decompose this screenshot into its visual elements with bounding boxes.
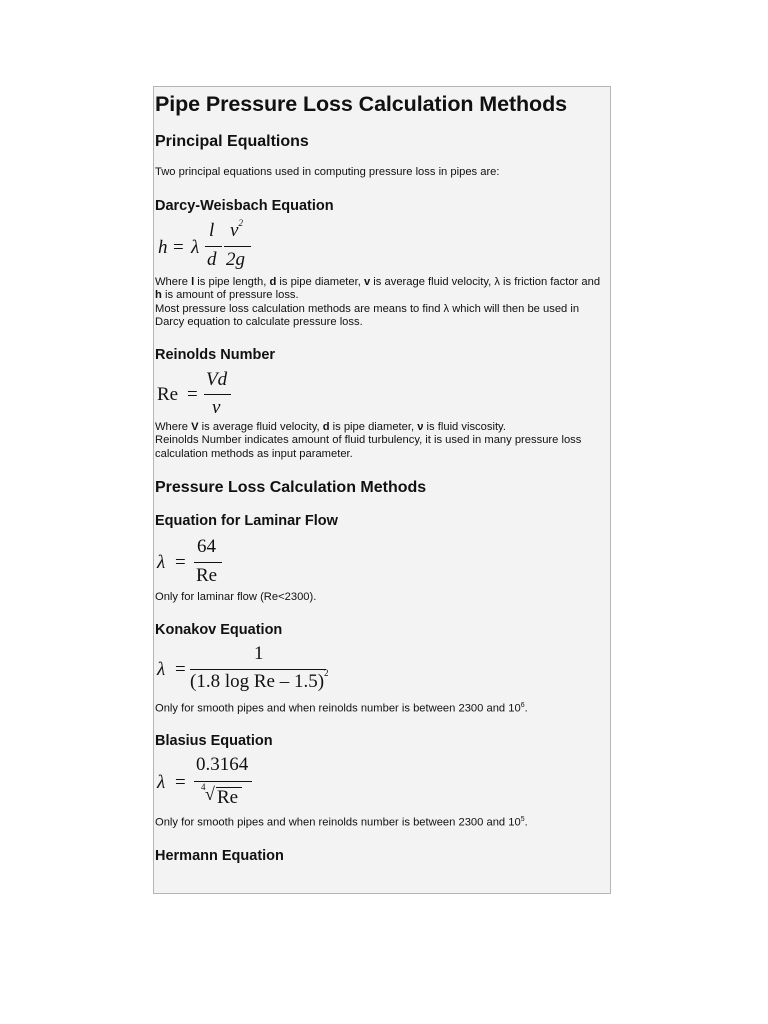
heading-laminar-flow: Equation for Laminar Flow bbox=[155, 513, 338, 529]
reinolds-formula bbox=[156, 368, 607, 421]
reinolds-description-2: Reinolds Number indicates amount of fluid turbulency, it is used in many pressure loss calculation methods as input parameter. bbox=[155, 434, 582, 460]
blasius-note: Only for smooth pipes and when reinolds number is between 2300 and $10^5$. bbox=[155, 815, 528, 829]
formula-lhs: λ bbox=[157, 552, 166, 573]
formula-equals: = bbox=[175, 771, 186, 793]
fraction-bar bbox=[190, 669, 326, 670]
fraction-denominator: Re bbox=[217, 786, 239, 808]
fraction-bar bbox=[204, 394, 231, 395]
fraction-denominator: Re bbox=[196, 565, 218, 586]
formula-equals: = bbox=[187, 383, 198, 405]
principal-intro: Two principal equations used in computing pressure loss in pipes are: bbox=[155, 166, 500, 178]
formula-lhs: Re bbox=[157, 383, 179, 405]
laminar-formula bbox=[156, 536, 607, 591]
section-heading-principal: Principal Equaltions bbox=[155, 133, 309, 150]
fraction-numerator: $v^2$ bbox=[230, 218, 243, 241]
fraction-denominator: d bbox=[207, 248, 217, 270]
darcy-weisbach-formula bbox=[156, 218, 607, 276]
fraction-denominator: (1.8 log Re – 1.5)$^2$ bbox=[190, 668, 329, 692]
page-title: Pipe Pressure Loss Calculation Methods bbox=[155, 92, 567, 116]
heading-blasius: Blasius Equation bbox=[155, 732, 273, 749]
fraction-numerator: l bbox=[209, 219, 215, 241]
darcy-description-2: Most pressure loss calculation methods are means to find λ which will then be used in Darcy equation to calculate pressure loss. bbox=[155, 302, 580, 328]
fraction-denominator: 2g bbox=[226, 248, 245, 270]
heading-darcy-weisbach: Darcy-Weisbach Equation bbox=[155, 197, 334, 214]
fraction-bar bbox=[224, 246, 251, 247]
heading-reinolds-number: Reinolds Number bbox=[155, 346, 276, 363]
formula-lhs: λ bbox=[157, 658, 166, 680]
konakov-formula bbox=[156, 642, 607, 699]
laminar-note: Only for laminar flow (Re<2300). bbox=[155, 591, 317, 603]
fraction-numerator: 64 bbox=[197, 536, 216, 557]
formula-lhs: λ bbox=[157, 771, 166, 793]
fraction-numerator: 1 bbox=[254, 642, 264, 664]
heading-hermann: Hermann Equation bbox=[155, 847, 284, 864]
section-heading-methods: Pressure Loss Calculation Methods bbox=[155, 479, 427, 496]
document-page bbox=[153, 86, 611, 894]
blasius-formula bbox=[156, 753, 607, 813]
konakov-note: Only for smooth pipes and when reinolds number is between 2300 and $10^6$. bbox=[155, 701, 528, 715]
fraction-denominator: ν bbox=[212, 396, 221, 418]
formula-lhs: h bbox=[158, 236, 168, 258]
formula-equals: = bbox=[173, 236, 184, 258]
formula-equals: = bbox=[175, 658, 186, 680]
heading-konakov: Konakov Equation bbox=[155, 621, 283, 638]
fraction-numerator: Vd bbox=[206, 368, 228, 390]
darcy-description: Where l is pipe length, d is pipe diameter, v is average fluid velocity, λ is friction factor and h is amount of pressure loss. bbox=[155, 275, 601, 301]
root-index: 4 bbox=[201, 781, 206, 792]
reinolds-description: Where V is average fluid velocity, d is pipe diameter, ν is fluid viscosity. bbox=[155, 420, 506, 433]
formula-lambda: λ bbox=[191, 236, 200, 258]
fraction-bar bbox=[194, 562, 222, 563]
formula-equals: = bbox=[175, 552, 186, 573]
fraction-numerator: 0.3164 bbox=[196, 753, 249, 775]
radical-sign: √ bbox=[205, 783, 215, 804]
fraction-bar bbox=[205, 246, 222, 247]
